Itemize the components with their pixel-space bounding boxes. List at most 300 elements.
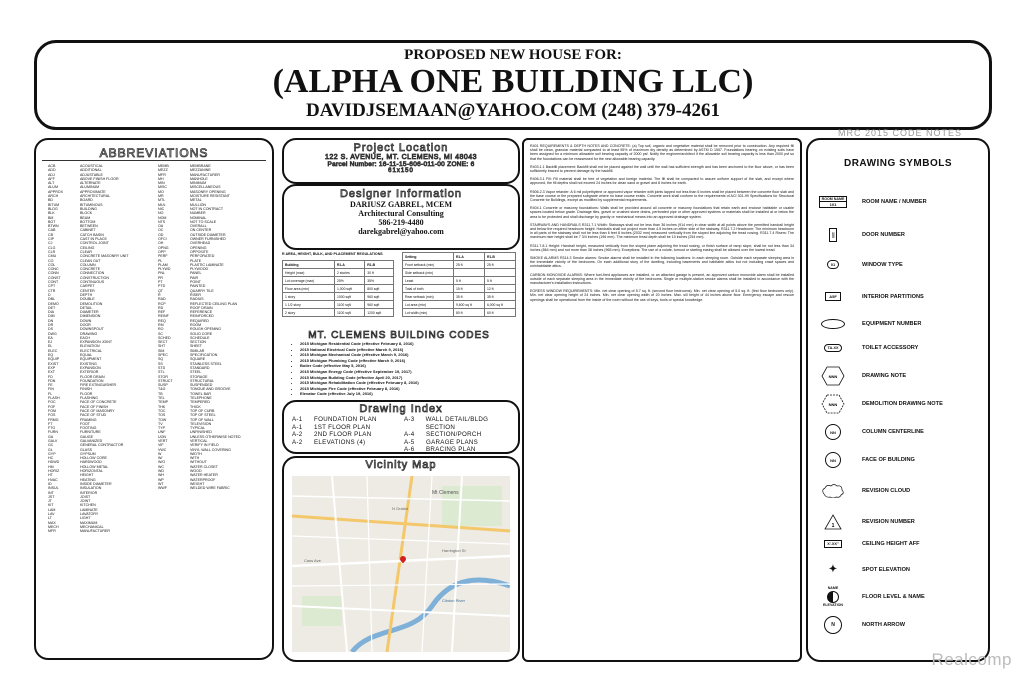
symbol-door	[818, 228, 905, 242]
abbreviation-meaning: DIMENSION	[80, 314, 101, 319]
abbreviation-code: PTD	[158, 284, 166, 289]
abbreviation-code: FOM	[48, 408, 56, 413]
abbreviation-code: WP	[158, 477, 164, 482]
abbreviation-meaning: STAINLESS STEEL	[190, 361, 222, 366]
abbreviation-code: BITUM	[48, 202, 60, 207]
column-tag: NN	[825, 424, 841, 440]
abbreviation-code: TYP	[158, 426, 165, 431]
abbreviation-meaning: VERIFY IN FIELD	[190, 443, 219, 448]
abbreviation-code: RO	[158, 327, 164, 332]
abbreviation-code: CLR	[48, 249, 56, 254]
abbreviation-meaning: CONNECTION	[80, 271, 105, 276]
table-cell: Lot width (min)	[403, 309, 454, 317]
abbreviation-meaning: PAIR	[190, 275, 199, 280]
room-tag-label: ROOM NAME	[821, 197, 845, 201]
sheet-title: FOUNDATION PLAN	[314, 416, 377, 423]
table-header-cell: Building	[283, 261, 335, 269]
abbreviation-code: HVAC	[48, 477, 58, 482]
symbol-partition	[818, 292, 924, 301]
abbreviation-meaning: INSULATION	[80, 486, 102, 491]
abbreviation-code: DN	[48, 318, 54, 323]
abbreviation-code: HDWD	[48, 460, 60, 465]
abbreviation-code: GALV	[48, 439, 58, 443]
abbreviation-meaning: FURNITURE	[80, 430, 101, 435]
abbreviation-meaning: STEEL	[190, 370, 202, 375]
abbreviation-code: FOC	[48, 400, 56, 405]
abbreviation-code: NTS	[158, 219, 166, 224]
abbreviation-meaning: QUARRY TILE	[190, 288, 214, 293]
abbreviation-code: ID	[48, 481, 52, 486]
table-row	[283, 269, 394, 277]
code-item: • 2015 Michigan Plumbing Code (effective March 9, 2016)	[300, 358, 516, 364]
window-tag: 01	[827, 260, 839, 269]
abbreviation-meaning: MANUFACTURER	[80, 529, 110, 534]
abbreviation-code: INSUL	[48, 486, 59, 491]
abbreviation-code: MH	[158, 176, 164, 181]
table-cell: 960 sqft	[365, 293, 394, 301]
abbreviation-code: TOW	[158, 417, 167, 422]
abbreviation-meaning: GENERAL CONTRACTOR	[80, 443, 124, 448]
code-note-paragraph: SMOKE ALARMS R314.3 Smoke alarms: Smoke alarms shall be installed in the following locations: In each sleeping room. Outside each separate sleeping area in the immediate vicinity of the bedrooms. On each additional story of the dwelling, including basements and habitable attics but not including crawl spaces and uninhabitable attics.	[530, 256, 794, 269]
abbreviation-code: PR	[158, 275, 163, 280]
symbol-revision-cloud	[818, 484, 910, 498]
table-row	[283, 301, 394, 309]
map-label-cass: Cass Ave	[304, 558, 321, 563]
abbreviation-meaning: OWNER FURNISHED	[190, 237, 226, 242]
abbreviation-meaning: ALUMINUM	[80, 185, 100, 190]
drawing-index-row	[292, 416, 377, 424]
abbreviation-meaning: FOUNDATION	[80, 378, 104, 383]
abbreviation-code: RD	[158, 305, 164, 310]
abbreviation-code: MEMB	[158, 164, 169, 168]
abbreviation-meaning: PAINTED	[190, 284, 206, 289]
sheet-title: WALL DETAIL/BLDG SECTION	[425, 416, 489, 431]
abbreviation-meaning: MEZZANINE	[190, 168, 211, 173]
abbreviation-code: VERT	[158, 439, 168, 443]
abbreviations-panel	[34, 138, 274, 660]
abbreviation-code: PT	[158, 280, 163, 285]
abbreviation-code: TEL	[158, 396, 165, 401]
abbreviation-code: TV	[158, 421, 163, 426]
abbreviation-code: SQ	[158, 357, 164, 362]
abbreviation-meaning: SPECIFICATION	[190, 353, 218, 358]
abbreviation-meaning: LIGHT	[80, 516, 91, 521]
abbreviation-code: CONST	[48, 275, 61, 280]
symbol-floor-level	[818, 586, 925, 608]
abbreviation-code: AFF	[48, 176, 55, 181]
abbreviation-meaning: OVERHEAD	[190, 241, 211, 246]
lot-size: 61x150	[388, 168, 414, 174]
abbreviation-meaning: DOWN	[80, 318, 92, 323]
abbreviation-code: PNL	[158, 271, 165, 276]
abbreviation-meaning: DRAWING	[80, 331, 98, 336]
abbreviation-meaning: DOUBLE	[80, 297, 95, 302]
abbreviation-meaning: SQUARE	[190, 357, 206, 362]
abbreviation-meaning: UNLESS OTHERWISE NOTED	[190, 434, 241, 439]
table-row	[283, 285, 394, 293]
abbreviation-code: TOC	[158, 408, 166, 413]
abbreviation-meaning: BETWEEN	[80, 224, 98, 229]
abbreviation-code: ARCH	[48, 194, 59, 199]
abbreviation-meaning: FLOOR DRAIN	[80, 374, 105, 379]
abbreviation-meaning: HEATING	[80, 477, 96, 482]
abbreviation-code: GL	[48, 447, 53, 452]
abbreviation-meaning: MECHANICAL	[80, 524, 104, 529]
drawing-index-row	[292, 439, 377, 447]
abbreviation-meaning: EXPANSION	[80, 365, 101, 370]
symbol-floor-level-label: FLOOR LEVEL & NAME	[862, 594, 925, 600]
abbreviation-meaning: LAVATORY	[80, 512, 99, 517]
abbreviation-code: CO	[48, 258, 54, 263]
code-note-paragraph: R311.7.8.1 Height: Handrail height, measured vertically from the sloped plane adjoining the tread nosing, or finish surface of ramp slope, shall be not less than 34 inches (864 mm) and not more than 38 inches (965 mm). Exceptions: The use of a volute, turnout or starting easing shall be allowed over the lowest tread.	[530, 243, 794, 252]
sheet-title: BRACING PLAN	[426, 446, 476, 453]
abbreviation-code: MAX	[48, 520, 56, 525]
abbreviation-meaning: CONCRETE	[80, 267, 101, 272]
abbreviation-meaning: ON CENTER	[190, 228, 212, 233]
area-table-title: R AREA, HEIGHT, BULK, AND PLACEMENT REGULATIONS	[282, 252, 383, 256]
header-contact: DAVIDJSEMAAN@YAHOO.COM (248) 379-4261	[305, 100, 721, 121]
abbreviation-code: STD	[158, 365, 166, 370]
abbreviation-code: REINF	[158, 314, 169, 319]
abbreviation-code: WD	[158, 469, 164, 474]
abbreviation-meaning: REFERENCE	[190, 310, 213, 315]
abbreviation-code: BOT	[48, 219, 56, 224]
sheet-number: A-1	[292, 416, 303, 423]
abbreviation-meaning: TELEPHONE	[190, 396, 212, 401]
spot-elevation-icon: ✦	[828, 564, 838, 575]
symbol-north-arrow-label: NORTH ARROW	[862, 622, 905, 628]
abbreviation-meaning: ARCHITECTURAL	[80, 194, 111, 199]
code-notes-panel	[522, 138, 802, 662]
table-header-cell: R1-B	[365, 261, 394, 269]
toilet-tag: TA-XX	[824, 344, 841, 352]
abbreviation-meaning: NOT IN CONTRACT	[190, 206, 224, 211]
abbreviation-code: NO	[158, 211, 164, 216]
abbreviation-code: DIM	[48, 314, 55, 319]
symbol-north-arrow	[818, 616, 905, 634]
abbreviation-meaning: SECTION	[190, 340, 206, 345]
abbreviation-meaning: CONSTRUCTION	[80, 275, 109, 280]
symbol-drawing-note	[818, 366, 906, 386]
abbreviation-code: DR	[48, 322, 54, 327]
code-item: • 2015 Michigan Energy Code (effective September 19, 2017)	[300, 369, 516, 375]
table-cell: 1000 sqft	[334, 293, 364, 301]
symbol-partition-label: INTERIOR PARTITIONS	[862, 293, 924, 300]
dashed-hexagon-icon	[821, 394, 845, 414]
table-cell: Floor area (min)	[283, 285, 335, 293]
abbreviation-meaning: OVERALL	[190, 224, 207, 229]
abbreviation-meaning: ALTERNATE	[80, 181, 101, 186]
abbreviation-code: ALT	[48, 181, 55, 186]
symbol-toilet	[818, 344, 918, 352]
sheet-number: A-6	[404, 446, 415, 453]
abbreviation-meaning: TOWEL BAR	[190, 391, 211, 396]
abbreviation-meaning: GLASS	[80, 447, 92, 452]
abbreviation-code: EQUIP	[48, 357, 60, 362]
abbreviation-row	[158, 486, 241, 490]
abbreviation-code: COL	[48, 262, 56, 267]
table-row	[403, 309, 516, 317]
abbreviation-code: VWC	[158, 447, 167, 452]
abbreviation-meaning: CONTINUOUS	[80, 280, 105, 285]
triangle-text: 1	[831, 523, 835, 529]
abbreviation-code: EJ	[48, 340, 53, 345]
sheet-number: A-4	[404, 431, 415, 438]
abbreviation-code: R	[158, 292, 161, 297]
abbreviation-code: EXIST	[48, 361, 59, 366]
abbreviation-meaning: OPPOSITE	[190, 249, 209, 254]
abbreviation-meaning: BLOCK	[80, 211, 93, 216]
abbreviation-code: CPT	[48, 284, 56, 289]
abbreviation-code: DEMO	[48, 301, 59, 306]
abbreviation-code: SPEC	[158, 353, 168, 358]
abbreviation-code: OPP	[158, 249, 166, 254]
abbreviation-meaning: BOTTOM	[80, 219, 96, 224]
title-header	[34, 40, 992, 130]
abbreviation-code: DS	[48, 327, 53, 332]
abbreviation-meaning: WATER HEATER	[190, 473, 218, 478]
abbreviation-meaning: DEMOLITION	[80, 301, 103, 306]
equipment-icon	[821, 319, 845, 329]
abbreviation-code: PERF	[158, 254, 168, 259]
abbreviation-code: GC	[48, 443, 54, 448]
abbreviation-meaning: MEMBRANE	[190, 164, 211, 168]
abbreviation-meaning: FACE OF FINISH	[80, 404, 109, 409]
table-row	[403, 269, 516, 277]
table-cell: 1200 sqft	[365, 309, 394, 317]
abbreviation-meaning: MINIMUM	[190, 181, 207, 186]
abbreviation-meaning: NOMINAL	[190, 215, 207, 220]
table-cell: 960 sqft	[365, 301, 394, 309]
abbreviation-meaning: VINYL WALL COVERING	[190, 447, 231, 452]
abbreviation-code: REQ	[158, 318, 166, 323]
abbreviation-meaning: BEAM	[80, 215, 91, 220]
map-label-city: Mt Clemens	[432, 490, 459, 496]
table-cell: Side setback (min)	[403, 269, 454, 277]
abbreviation-code: DBL	[48, 297, 55, 302]
abbreviation-meaning: ELEVATION	[80, 344, 100, 349]
designer-firm: Architectural Consulting	[358, 209, 444, 218]
table-cell: 1 story	[283, 293, 335, 301]
abbreviation-meaning: HOLLOW CORE	[80, 456, 107, 461]
abbreviation-meaning: RADIUS	[190, 297, 204, 302]
code-item: • 2015 Michigan Fire Code (effective February 8, 2016)	[300, 386, 516, 392]
code-item: • Boiler Code (effective May 5, 2016)	[300, 363, 516, 369]
abbreviation-code: OD	[158, 232, 164, 237]
abbreviation-meaning: MAXIMUM	[80, 520, 98, 525]
vicinity-map-title: Vicinity Map	[365, 459, 437, 471]
abbreviation-meaning: FOOTING	[80, 426, 97, 431]
abbreviation-code: FRMG	[48, 417, 59, 422]
abbreviation-code: EXP	[48, 365, 56, 370]
sheet-number: A-5	[404, 438, 415, 446]
abbreviation-meaning: GYPSUM	[80, 451, 96, 456]
face-tag: NN	[825, 452, 841, 468]
abbreviation-code: LAM	[48, 507, 56, 512]
abbreviation-code: FL	[48, 391, 53, 396]
abbreviation-meaning: PLYWOOD	[190, 267, 209, 272]
abbreviation-meaning: TELEVISION	[190, 421, 212, 426]
north-letter: N	[831, 622, 835, 628]
table-cell: 9,600 sq ft	[453, 301, 484, 309]
abbreviation-code: CJ	[48, 241, 53, 246]
abbreviation-meaning: KITCHEN	[80, 503, 96, 508]
abbreviation-code: OC	[158, 228, 164, 233]
abbreviation-meaning: GAUGE	[80, 434, 93, 439]
abbreviation-code: SC	[158, 331, 163, 336]
table-cell: 25 ft	[484, 261, 515, 269]
abbreviation-meaning: COLUMN	[80, 262, 96, 267]
abbreviation-code: ADJ	[48, 172, 55, 177]
abbreviation-meaning: MASONRY OPENING	[190, 189, 226, 194]
abbreviation-code: CONN	[48, 271, 59, 276]
abbreviation-code: PLAM	[158, 262, 168, 267]
door-tag: 100	[829, 228, 837, 242]
table-cell: 35 ft	[453, 293, 484, 301]
abbreviation-code: MR	[158, 194, 164, 199]
table-row	[403, 293, 516, 301]
code-note-paragraph: R404.1 Concrete or masonry foundations: Walls shall be provided around all concrete or masonry foundations that retain earth and enclose habitable or usable spaces located below grade. Drainage tiles, gravel or crushed stone drains, perforated pipe or other approved systems or materials shall be installed at or below the area to be protected and shall discharge by gravity or mechanical means into an approved drainage system.	[530, 206, 794, 219]
abbreviation-meaning: FACE OF STUD	[80, 413, 107, 418]
abbreviation-meaning: REQUIRED	[190, 318, 209, 323]
abbreviation-code: SHT	[158, 344, 166, 349]
abbreviation-meaning: POINT	[190, 280, 201, 285]
vicinity-map[interactable]	[292, 476, 510, 652]
abbreviation-code: FTG	[48, 426, 56, 431]
abbreviation-code: VIF	[158, 443, 164, 448]
symbol-room-label: ROOM NAME / NUMBER	[862, 199, 927, 205]
abbreviation-meaning: MANHOLE	[190, 176, 208, 181]
abbreviation-meaning: WATERPROOF	[190, 477, 216, 482]
abbreviation-code: W/O	[158, 460, 166, 465]
sheet-number: A-1	[292, 423, 303, 431]
abbreviation-code: DET	[48, 305, 56, 310]
abbreviation-code: STL	[158, 370, 165, 375]
hex-text: NNN	[828, 374, 838, 379]
symbol-demolition-note-label: DEMOLITION DRAWING NOTE	[862, 401, 943, 407]
abbreviation-meaning: PERFORATED	[190, 254, 215, 259]
abbreviation-meaning: REINFORCED	[190, 314, 214, 319]
table-cell: 6,000 sq ft	[484, 301, 515, 309]
abbreviation-code: FIN	[48, 387, 54, 392]
symbol-face-label: FACE OF BUILDING	[862, 457, 915, 463]
sheet-title: 1ST FLOOR PLAN	[314, 423, 371, 431]
abbreviation-meaning: STORAGE	[190, 374, 208, 379]
abbreviation-code: HT	[48, 473, 53, 478]
abbreviation-code: MO	[158, 189, 164, 194]
code-note-paragraph: R406.3.1 Fill: Fill material shall be free of vegetation and foreign material. The fill shall be compacted to assure uniform support of the slab, and except where approved, the fill depths shall not exceed 24 inches for clean sand or gravel and 8 inches for earth.	[530, 177, 794, 186]
sheet-number: A-2	[292, 438, 303, 446]
abbreviation-meaning: CABINET	[80, 228, 96, 233]
abbreviation-code: W	[158, 451, 162, 456]
abbreviation-code: CLG	[48, 245, 56, 250]
symbol-drawing-note-label: DRAWING NOTE	[862, 373, 907, 379]
table-cell: 60 ft	[484, 309, 515, 317]
abbreviation-meaning: FINISH	[80, 387, 92, 392]
abbreviations-column-1	[48, 164, 129, 534]
table-cell: 35 ft	[484, 293, 515, 301]
abbreviation-code: OPNG	[158, 245, 169, 250]
abbreviation-code: NIC	[158, 206, 165, 211]
abbreviation-code: FDN	[48, 378, 56, 383]
abbreviation-code: MISC	[158, 185, 167, 190]
abbreviation-code: LAV	[48, 512, 55, 517]
abbreviation-meaning: SCHEDULE	[190, 335, 210, 340]
sheet-title: SECTION/PORCH	[426, 431, 482, 438]
abbreviation-code: PLYWD	[158, 267, 171, 272]
abbreviation-meaning: ADDITIONAL	[80, 168, 102, 173]
abbreviation-code: ALUM	[48, 185, 58, 190]
abbreviation-meaning: ROOM	[190, 322, 202, 327]
abbreviation-meaning: EXTERIOR	[80, 370, 99, 375]
abbreviation-meaning: JOIST	[80, 494, 91, 499]
abbreviation-meaning: VERTICAL	[190, 439, 208, 443]
partition-tag: A5F	[825, 292, 841, 301]
abbreviation-code: WH	[158, 473, 164, 478]
abbreviation-meaning: WITH	[190, 456, 200, 461]
abbreviation-code: NOM	[158, 215, 167, 220]
abbreviation-code: CMU	[48, 254, 57, 259]
drawing-index-panel	[282, 400, 520, 454]
drawing-index-row	[404, 439, 518, 447]
symbol-column	[818, 424, 924, 440]
abbreviation-meaning: SOLID CORE	[190, 331, 213, 336]
table-cell: 30 ft	[365, 269, 394, 277]
table-cell: 25%	[334, 277, 364, 285]
table-cell: Lot coverage (max)	[283, 277, 335, 285]
abbreviation-meaning: REFLECTED CEILING PLAN	[190, 301, 238, 306]
abbreviation-code: HM	[48, 464, 54, 469]
abbreviation-meaning: HORIZONTAL	[80, 469, 103, 474]
abbreviation-meaning: STRUCTURAL	[190, 378, 215, 383]
watermark: Realcomp	[931, 650, 1012, 669]
abbreviation-meaning: INSIDE DIAMETER	[80, 481, 112, 486]
abbreviation-code: ELEC	[48, 348, 58, 353]
abbreviation-meaning: PLASTIC LAMINATE	[190, 262, 224, 267]
abbreviation-meaning: BUILDING	[80, 206, 97, 211]
code-item: • 2015 Michigan Residential Code (effective February 8, 2016)	[300, 341, 516, 347]
abbreviation-meaning: MULLION	[190, 202, 206, 207]
table-row	[403, 285, 516, 293]
abbreviation-meaning: OUTSIDE DIAMETER	[190, 232, 226, 237]
drawing-index-row	[404, 446, 518, 454]
abbreviation-code: SECT	[158, 340, 168, 345]
abbreviation-code: CTR	[48, 288, 56, 293]
abbreviation-meaning: EXISTING	[80, 361, 97, 366]
abbreviation-meaning: WIDTH	[190, 451, 202, 456]
abbreviation-code: GYP	[48, 451, 56, 456]
sheet-title: GARAGE PLANS	[426, 438, 479, 446]
abbreviation-code: THK	[158, 404, 166, 409]
code-note-paragraph: R401 REQUIREMENTS & DEPTH NOTES AND CONCRETE: (a) Top soil, organic and vegetative material shall be removed prior to construction. Any required fill shall be clean, granular material compacted to at least 95% of maximum dry density as determined by ASTM D 1557. Foundations bearing on existing soils have been assigned for a minimum allowable soil bearing capacity of 2000 psf. Notify the engineer/architect if the allowable soil bearing capacity is less than 2000 psf so that the foundations can be reassessed for the new allowable bearing capacity.	[530, 144, 794, 161]
abbreviation-code: SUSP	[158, 383, 168, 388]
abbreviation-code: SS	[158, 361, 163, 366]
table-row	[403, 277, 516, 285]
code-note-paragraph: R506.2.3 Vapor retarder: A 6 mil polyethylene or approved vapor retarder with joints lapped not less than 6 inches shall be placed between the concrete floor slab and the base course or the prepared subgrade where no base course exists. Concrete work shall conform to the requirements of ACI 301-99 Specifications for Structural Concrete for Buildings, except as modified by supplemental requirements.	[530, 189, 794, 203]
abbreviation-code: CAB	[48, 228, 56, 233]
abbreviation-code: FT	[48, 421, 53, 426]
abbreviation-meaning: CEILING	[80, 245, 95, 250]
room-tag-number: 101	[829, 202, 837, 207]
abbreviation-meaning: DIAMETER	[80, 310, 99, 315]
table-cell: 2 story	[283, 309, 335, 317]
abbreviation-meaning: ELECTRICAL	[80, 348, 103, 353]
abbreviation-meaning: HARDWOOD	[80, 460, 102, 465]
abbreviation-code: REF	[158, 310, 166, 315]
abbreviation-code: CONT	[48, 280, 59, 285]
abbreviation-meaning: DOWNSPOUT	[80, 327, 104, 332]
code-notes-title: MRC 2015 CODE NOTES	[838, 128, 963, 138]
